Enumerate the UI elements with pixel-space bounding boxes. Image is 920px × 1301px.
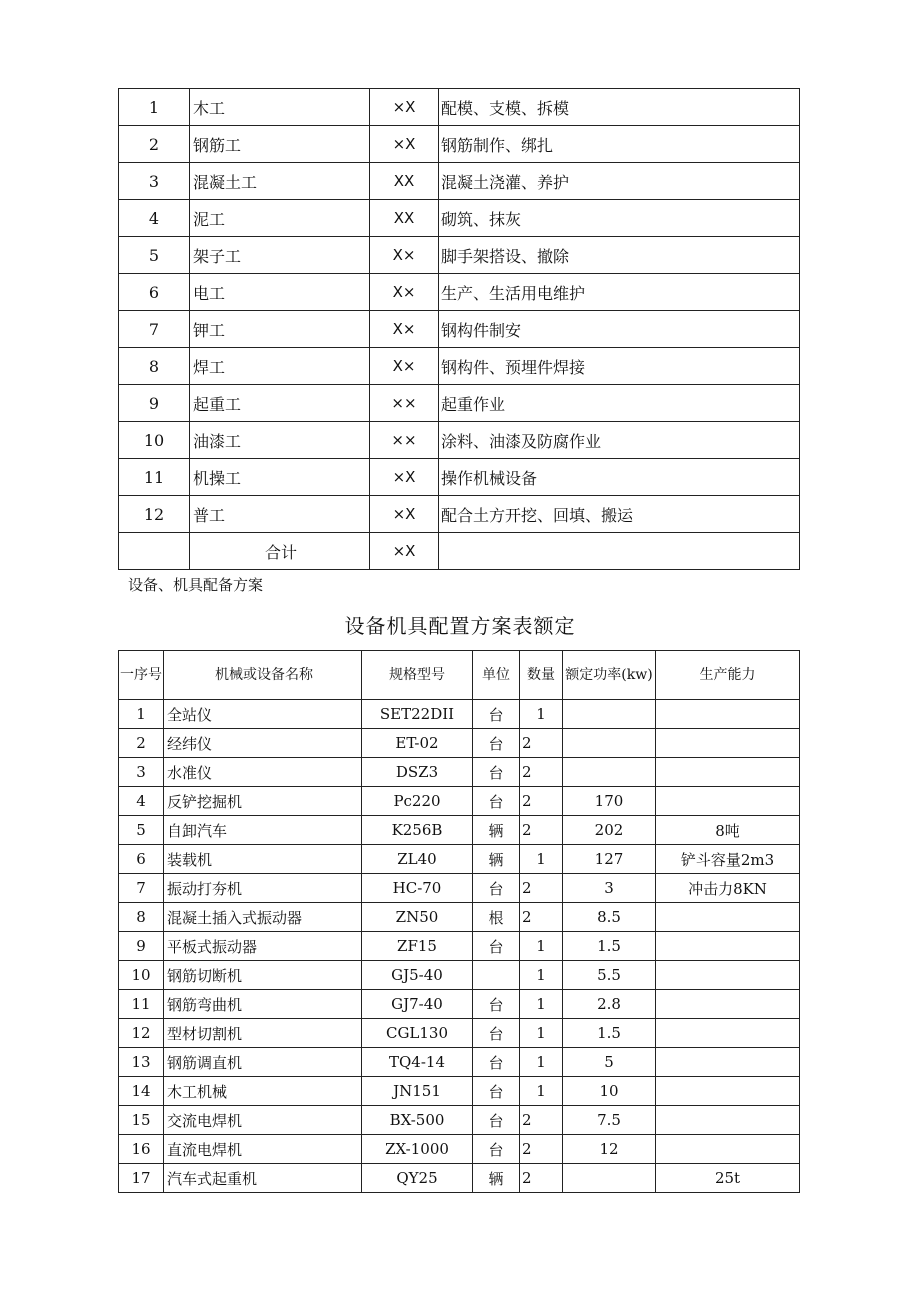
equipment-capacity xyxy=(656,729,800,758)
labor-type: 泥工 xyxy=(190,200,370,237)
equipment-qty: 1 xyxy=(520,932,563,961)
equipment-spec: GJ7-40 xyxy=(362,990,473,1019)
equipment-unit xyxy=(473,961,520,990)
equipment-qty: 1 xyxy=(520,845,563,874)
equipment-no: 8 xyxy=(119,903,164,932)
labor-type: 钾工 xyxy=(190,311,370,348)
labor-total-row xyxy=(119,533,800,570)
labor-row xyxy=(119,237,800,274)
labor-row xyxy=(119,496,800,533)
header-name: 机械或设备名称 xyxy=(164,651,362,700)
equipment-spec: HC-70 xyxy=(362,874,473,903)
labor-row xyxy=(119,163,800,200)
labor-row xyxy=(119,348,800,385)
equipment-name: 木工机械 xyxy=(164,1077,362,1106)
equipment-unit: 台 xyxy=(473,874,520,903)
equipment-power: 5 xyxy=(563,1048,656,1077)
equipment-spec: ZX-1000 xyxy=(362,1135,473,1164)
equipment-name: 直流电焊机 xyxy=(164,1135,362,1164)
equipment-no: 6 xyxy=(119,845,164,874)
labor-type: 木工 xyxy=(190,89,370,126)
equipment-row xyxy=(119,787,800,816)
labor-count: ×× xyxy=(370,422,439,459)
equipment-no: 4 xyxy=(119,787,164,816)
equipment-power: 8.5 xyxy=(563,903,656,932)
equipment-name: 反铲挖掘机 xyxy=(164,787,362,816)
labor-work: 生产、生活用电维护 xyxy=(439,274,800,311)
labor-count: ×X xyxy=(370,126,439,163)
header-spec: 规格型号 xyxy=(362,651,473,700)
labor-no: 3 xyxy=(119,163,190,200)
equipment-row xyxy=(119,1077,800,1106)
equipment-spec: DSZ3 xyxy=(362,758,473,787)
equipment-unit: 根 xyxy=(473,903,520,932)
equipment-no: 9 xyxy=(119,932,164,961)
labor-count: ×× xyxy=(370,385,439,422)
equipment-spec: ZN50 xyxy=(362,903,473,932)
equipment-qty: 2 xyxy=(520,903,563,932)
labor-count: ×X xyxy=(370,89,439,126)
labor-type: 架子工 xyxy=(190,237,370,274)
equipment-qty: 2 xyxy=(520,816,563,845)
equipment-spec: Pc220 xyxy=(362,787,473,816)
equipment-no: 2 xyxy=(119,729,164,758)
equipment-name: 平板式振动器 xyxy=(164,932,362,961)
labor-type: 油漆工 xyxy=(190,422,370,459)
equipment-power: 202 xyxy=(563,816,656,845)
equipment-spec: ZL40 xyxy=(362,845,473,874)
labor-total-count: ×X xyxy=(370,533,439,570)
equipment-spec: QY25 xyxy=(362,1164,473,1193)
labor-no: 1 xyxy=(119,89,190,126)
equipment-power xyxy=(563,729,656,758)
labor-work: 配合土方开挖、回填、搬运 xyxy=(439,496,800,533)
equipment-power: 12 xyxy=(563,1135,656,1164)
header-no: 一序号 xyxy=(119,651,164,700)
equipment-row xyxy=(119,874,800,903)
equipment-no: 16 xyxy=(119,1135,164,1164)
equipment-power: 170 xyxy=(563,787,656,816)
equipment-capacity: 铲斗容量2m3 xyxy=(656,845,800,874)
equipment-row xyxy=(119,990,800,1019)
equipment-qty: 1 xyxy=(520,1077,563,1106)
labor-total-blank xyxy=(119,533,190,570)
equipment-power: 3 xyxy=(563,874,656,903)
labor-work: 钢构件制安 xyxy=(439,311,800,348)
equipment-unit: 台 xyxy=(473,758,520,787)
equipment-capacity xyxy=(656,700,800,729)
labor-work: 混凝土浇灌、养护 xyxy=(439,163,800,200)
equipment-no: 12 xyxy=(119,1019,164,1048)
labor-no: 11 xyxy=(119,459,190,496)
equipment-unit: 台 xyxy=(473,932,520,961)
labor-work: 配模、支模、拆模 xyxy=(439,89,800,126)
equipment-capacity xyxy=(656,990,800,1019)
labor-no: 8 xyxy=(119,348,190,385)
header-unit: 单位 xyxy=(473,651,520,700)
equipment-unit: 台 xyxy=(473,1106,520,1135)
labor-work: 砌筑、抹灰 xyxy=(439,200,800,237)
equipment-capacity xyxy=(656,1019,800,1048)
equipment-qty: 2 xyxy=(520,729,563,758)
labor-count: XX xyxy=(370,200,439,237)
equipment-unit: 台 xyxy=(473,1048,520,1077)
equipment-qty: 2 xyxy=(520,787,563,816)
equipment-name: 钢筋弯曲机 xyxy=(164,990,362,1019)
labor-type: 普工 xyxy=(190,496,370,533)
labor-type: 焊工 xyxy=(190,348,370,385)
labor-row xyxy=(119,385,800,422)
labor-work: 钢构件、预埋件焊接 xyxy=(439,348,800,385)
equipment-unit: 台 xyxy=(473,990,520,1019)
labor-count: X× xyxy=(370,348,439,385)
labor-row xyxy=(119,274,800,311)
equipment-no: 15 xyxy=(119,1106,164,1135)
labor-work: 脚手架搭设、撤除 xyxy=(439,237,800,274)
equipment-name: 全站仪 xyxy=(164,700,362,729)
equipment-no: 13 xyxy=(119,1048,164,1077)
equipment-qty: 1 xyxy=(520,1048,563,1077)
equipment-no: 7 xyxy=(119,874,164,903)
equipment-row xyxy=(119,700,800,729)
equipment-qty: 2 xyxy=(520,1164,563,1193)
equipment-power xyxy=(563,758,656,787)
equipment-capacity xyxy=(656,961,800,990)
labor-count: XX xyxy=(370,163,439,200)
equipment-spec: ET-02 xyxy=(362,729,473,758)
equipment-unit: 台 xyxy=(473,729,520,758)
labor-row xyxy=(119,459,800,496)
equipment-no: 1 xyxy=(119,700,164,729)
labor-no: 10 xyxy=(119,422,190,459)
equipment-capacity xyxy=(656,1106,800,1135)
labor-row xyxy=(119,126,800,163)
labor-type: 机操工 xyxy=(190,459,370,496)
equipment-no: 10 xyxy=(119,961,164,990)
equipment-spec: TQ4-14 xyxy=(362,1048,473,1077)
labor-type: 起重工 xyxy=(190,385,370,422)
equipment-row xyxy=(119,729,800,758)
equipment-row xyxy=(119,1048,800,1077)
labor-type: 混凝土工 xyxy=(190,163,370,200)
equipment-qty: 2 xyxy=(520,1106,563,1135)
equipment-qty: 1 xyxy=(520,700,563,729)
equipment-unit: 台 xyxy=(473,1077,520,1106)
equipment-spec: GJ5-40 xyxy=(362,961,473,990)
equipment-unit: 台 xyxy=(473,700,520,729)
equipment-power: 127 xyxy=(563,845,656,874)
equipment-spec: K256B xyxy=(362,816,473,845)
labor-row xyxy=(119,422,800,459)
labor-no: 12 xyxy=(119,496,190,533)
equipment-name: 混凝土插入式振动器 xyxy=(164,903,362,932)
equipment-name: 自卸汽车 xyxy=(164,816,362,845)
equipment-power xyxy=(563,1164,656,1193)
labor-type: 电工 xyxy=(190,274,370,311)
equipment-qty: 2 xyxy=(520,874,563,903)
equipment-qty: 2 xyxy=(520,758,563,787)
equipment-qty: 1 xyxy=(520,990,563,1019)
labor-row xyxy=(119,311,800,348)
equipment-spec: ZF15 xyxy=(362,932,473,961)
equipment-name: 振动打夯机 xyxy=(164,874,362,903)
labor-no: 4 xyxy=(119,200,190,237)
equipment-unit: 台 xyxy=(473,1019,520,1048)
equipment-row xyxy=(119,758,800,787)
equipment-spec: BX-500 xyxy=(362,1106,473,1135)
equipment-power: 7.5 xyxy=(563,1106,656,1135)
labor-work: 起重作业 xyxy=(439,385,800,422)
equipment-power: 1.5 xyxy=(563,1019,656,1048)
equipment-capacity xyxy=(656,1135,800,1164)
equipment-capacity: 冲击力8KN xyxy=(656,874,800,903)
equipment-no: 11 xyxy=(119,990,164,1019)
equipment-row xyxy=(119,903,800,932)
equipment-capacity xyxy=(656,758,800,787)
equipment-row xyxy=(119,1019,800,1048)
labor-no: 9 xyxy=(119,385,190,422)
labor-total-blank xyxy=(439,533,800,570)
equipment-unit: 台 xyxy=(473,1135,520,1164)
equipment-power xyxy=(563,700,656,729)
equipment-power: 10 xyxy=(563,1077,656,1106)
equipment-row xyxy=(119,961,800,990)
equipment-power: 5.5 xyxy=(563,961,656,990)
equipment-no: 14 xyxy=(119,1077,164,1106)
labor-no: 7 xyxy=(119,311,190,348)
equipment-capacity xyxy=(656,932,800,961)
equipment-power: 1.5 xyxy=(563,932,656,961)
labor-row xyxy=(119,200,800,237)
equipment-qty: 2 xyxy=(520,1135,563,1164)
equipment-capacity xyxy=(656,1077,800,1106)
header-capacity: 生产能力 xyxy=(656,651,800,700)
equipment-unit: 台 xyxy=(473,787,520,816)
equipment-name: 经纬仪 xyxy=(164,729,362,758)
equipment-row xyxy=(119,1106,800,1135)
equipment-capacity xyxy=(656,903,800,932)
labor-total-label: 合计 xyxy=(190,533,370,570)
equipment-power: 2.8 xyxy=(563,990,656,1019)
equipment-capacity: 25t xyxy=(656,1164,800,1193)
labor-work: 钢筋制作、绑扎 xyxy=(439,126,800,163)
equipment-spec: SET22DII xyxy=(362,700,473,729)
equipment-spec: JN151 xyxy=(362,1077,473,1106)
equipment-name: 交流电焊机 xyxy=(164,1106,362,1135)
labor-no: 5 xyxy=(119,237,190,274)
equipment-name: 水准仪 xyxy=(164,758,362,787)
equipment-row xyxy=(119,1135,800,1164)
equipment-table-title: 设备机具配置方案表额定 xyxy=(344,614,576,638)
equipment-capacity xyxy=(656,787,800,816)
labor-no: 2 xyxy=(119,126,190,163)
labor-row xyxy=(119,89,800,126)
equipment-name: 装载机 xyxy=(164,845,362,874)
labor-type: 钢筋工 xyxy=(190,126,370,163)
labor-work: 涂料、油漆及防腐作业 xyxy=(439,422,800,459)
equipment-header-row xyxy=(119,651,800,700)
equipment-no: 3 xyxy=(119,758,164,787)
equipment-unit: 辆 xyxy=(473,845,520,874)
labor-count: ×X xyxy=(370,459,439,496)
header-power: 额定功率(kw) xyxy=(563,651,656,700)
equipment-no: 5 xyxy=(119,816,164,845)
labor-no: 6 xyxy=(119,274,190,311)
header-qty: 数量 xyxy=(520,651,563,700)
section-caption: 设备、机具配备方案 xyxy=(128,576,264,594)
equipment-row xyxy=(119,932,800,961)
equipment-name: 钢筋调直机 xyxy=(164,1048,362,1077)
equipment-qty: 1 xyxy=(520,961,563,990)
labor-table xyxy=(118,88,800,570)
equipment-unit: 辆 xyxy=(473,1164,520,1193)
labor-count: X× xyxy=(370,274,439,311)
equipment-qty: 1 xyxy=(520,1019,563,1048)
equipment-row xyxy=(119,845,800,874)
equipment-row xyxy=(119,816,800,845)
equipment-spec: CGL130 xyxy=(362,1019,473,1048)
equipment-name: 钢筋切断机 xyxy=(164,961,362,990)
equipment-row xyxy=(119,1164,800,1193)
equipment-name: 汽车式起重机 xyxy=(164,1164,362,1193)
equipment-unit: 辆 xyxy=(473,816,520,845)
labor-count: X× xyxy=(370,237,439,274)
equipment-capacity xyxy=(656,1048,800,1077)
equipment-table xyxy=(118,650,800,1193)
labor-count: X× xyxy=(370,311,439,348)
equipment-capacity: 8吨 xyxy=(656,816,800,845)
equipment-name: 型材切割机 xyxy=(164,1019,362,1048)
equipment-no: 17 xyxy=(119,1164,164,1193)
labor-work: 操作机械设备 xyxy=(439,459,800,496)
labor-count: ×X xyxy=(370,496,439,533)
